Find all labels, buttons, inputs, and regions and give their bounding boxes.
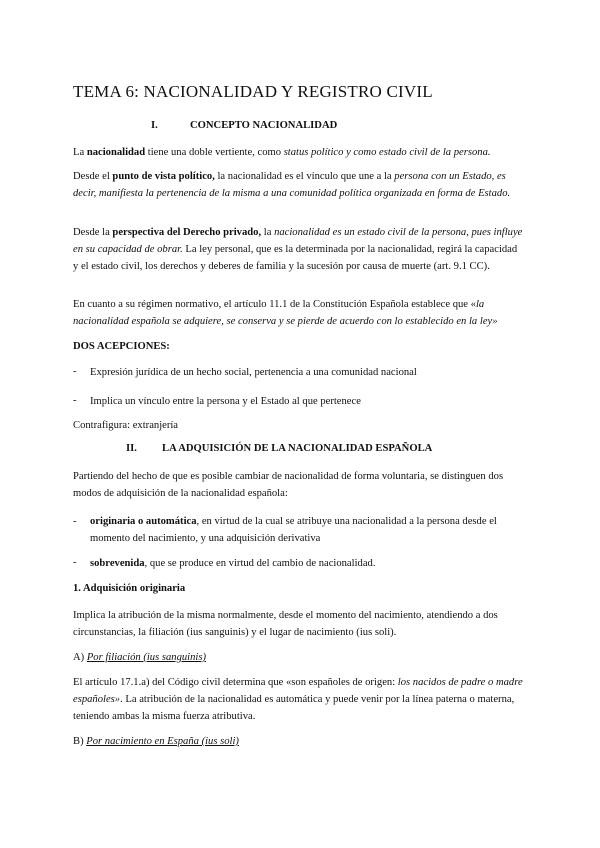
contrafigura-line: Contrafigura: extranjería [73, 420, 179, 431]
bold-text: DOS ACEPCIONES: [73, 341, 170, 352]
list-item-sobrevenida [90, 555, 526, 572]
list-item-acepcion-1: Expresión jurídica de un hecho social, pertenencia a una comunidad nacional [90, 367, 417, 378]
italic-text: la nacionalidad española se adquiere, se conserva y se pierde de acuerdo con lo establecido en la ley» [73, 299, 498, 327]
italic-text: nacionalidad es un estado civil de la persona, pues influye en su capacidad de obrar. [73, 227, 523, 255]
list-item-originaria [90, 513, 526, 547]
bold-text: sobrevenida [90, 558, 145, 569]
list-bullet: - [73, 516, 77, 527]
text: A) [73, 652, 87, 663]
section-2-heading: LA ADQUISICIÓN DE LA NACIONALIDAD ESPAÑOLA [162, 443, 433, 454]
bold-text: perspectiva del Derecho privado, [112, 227, 262, 238]
italic-text: persona con un Estado, es decir, manifiesta la pertenencia de la misma a una comunidad política organizada en forma de Estado. [73, 171, 511, 199]
text: , en virtud de la cual se atribuye una nacionalidad a la persona desde el momento del nacimiento, y una adquisición derivativa [90, 516, 497, 544]
underlined-italic-text: Por nacimiento en España (ius soli) [86, 736, 239, 747]
section-1-number: I. [151, 120, 158, 131]
bold-text: nacionalidad [86, 147, 146, 158]
paragraph-derecho-privado [73, 224, 525, 275]
paragraph-regimen-normativo [73, 296, 525, 330]
paragraph-modos-adquisicion: Partiendo del hecho de que es posible cambiar de nacionalidad de forma voluntaria, se distinguen dos modos de adquisición de la nacionalidad española: [73, 471, 504, 499]
text: La ley personal, que es la determinada por la nacionalidad, regirá la capacidad y el estado civil, los derechos y deberes de familia y la sucesión por causa de muerte (art. 9.1 CC). [73, 244, 518, 272]
bold-text: originaria o automática [90, 516, 197, 527]
subheading-adquisicion-originaria [73, 580, 525, 597]
subheading-por-nacimiento [73, 733, 525, 750]
page-title: TEMA 6: NACIONALIDAD Y REGISTRO CIVIL [73, 82, 433, 101]
text: . La atribución de la nacionalidad es automática y puede venir por la línea paterna o materna, teniendo ambas la misma fuerza atributiva. [73, 694, 515, 722]
underlined-italic-text: Por filiación (ius sanguinis) [86, 652, 207, 663]
paragraph-nacionalidad [73, 144, 525, 161]
section-2-number: II. [126, 443, 137, 454]
text: Desde el [73, 171, 113, 182]
bold-text: punto de vista político, [112, 171, 215, 182]
text: La [73, 147, 87, 158]
bold-text: 1. Adquisición originaria [73, 583, 186, 594]
list-bullet: - [73, 395, 77, 406]
italic-text: status político y como estado civil de la persona. [283, 147, 491, 158]
text: Desde la [73, 227, 113, 238]
acepciones-heading [73, 338, 525, 355]
list-bullet: - [73, 557, 77, 568]
text: , que se produce en virtud del cambio de nacionalidad. [144, 558, 376, 569]
subheading-por-filiacion [73, 649, 525, 666]
paragraph-atribucion: Implica la atribución de la misma normalmente, desde el momento del nacimiento, atendiendo a dos circunstancias, la filiación (ius sanguinis) y el lugar de nacimiento (ius soli). [73, 610, 498, 638]
text: En cuanto a su régimen normativo, el artículo 11.1 de la Constitución Española establece que « [73, 299, 476, 310]
italic-text: los nacidos de padre o madre españoles» [73, 677, 523, 705]
list-item-acepcion-2: Implica un vínculo entre la persona y el Estado al que pertenece [90, 396, 361, 407]
text: El artículo 17.1.a) del Código civil determina que «son españoles de origen: [73, 677, 398, 688]
list-bullet: - [73, 366, 77, 377]
paragraph-articulo-17 [73, 674, 525, 725]
text: la nacionalidad es el vínculo que une a la [214, 171, 395, 182]
paragraph-punto-de-vista-politico [73, 168, 525, 202]
section-1-heading: CONCEPTO NACIONALIDAD [190, 120, 338, 131]
text: la [261, 227, 275, 238]
text: B) [73, 736, 87, 747]
text: tiene una doble vertiente, como [145, 147, 284, 158]
